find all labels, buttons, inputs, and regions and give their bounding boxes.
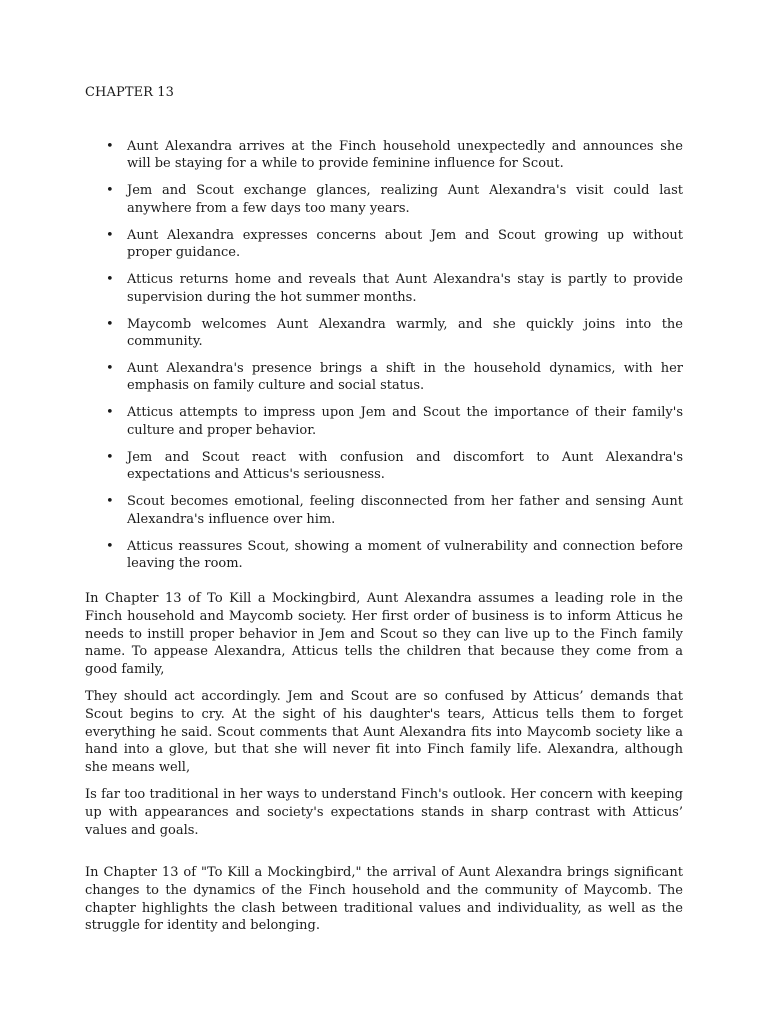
summary-item	[85, 404, 683, 439]
summary-item-text: Aunt Alexandra's presence brings a shift in the household dynamics, with her emphasis on family culture and social status.	[127, 361, 683, 394]
chapter-summary-list	[85, 138, 683, 582]
summary-item	[85, 316, 683, 351]
bullet-icon: •	[106, 538, 114, 554]
summary-item-text: Atticus reassures Scout, showing a moment of vulnerability and connection before leaving the room.	[127, 538, 683, 572]
summary-item	[85, 227, 683, 262]
analysis-paragraph: Is far too traditional in her ways to understand Finch's outlook. Her concern with keeping up with appearances and society's expectations stands in sharp contrast with Atticus’ values and goals.	[85, 786, 683, 838]
summary-item-text: Maycomb welcomes Aunt Alexandra warmly, and she quickly joins into the community.	[127, 316, 683, 350]
summary-item-text: Aunt Alexandra arrives at the Finch household unexpectedly and announces she will be staying for a while to provide feminine influence for Scout.	[127, 139, 683, 172]
analysis-paragraph: In Chapter 13 of To Kill a Mockingbird, Aunt Alexandra assumes a leading role in the Finch household and Maycomb society. Her first order of business is to inform Atticus he needs to instill proper behavior in Jem and Scout so they can live up to the Finch family name. To appease Alexandra, Atticus tells the children that because they come from a good family,	[85, 591, 683, 678]
bullet-icon: •	[106, 494, 114, 510]
summary-item	[85, 360, 683, 395]
bullet-icon: •	[106, 183, 114, 199]
summary-item-text: Aunt Alexandra expresses concerns about Jem and Scout growing up without proper guidance.	[127, 227, 683, 261]
summary-item	[85, 449, 683, 484]
summary-item-text: Atticus returns home and reveals that Aunt Alexandra's stay is partly to provide supervision during the hot summer months.	[127, 272, 683, 305]
closing-paragraph: In Chapter 13 of "To Kill a Mockingbird," the arrival of Aunt Alexandra brings significant changes to the dynamics of the Finch household and the community of Maycomb. The chapter highlights the clash between traditional values and individuality, as well as the struggle for identity and belonging.	[85, 865, 683, 934]
summary-item-text: Jem and Scout exchange glances, realizing Aunt Alexandra's visit could last anywhere from a few days too many years.	[127, 183, 683, 216]
summary-item	[85, 538, 683, 573]
summary-item-text: Scout becomes emotional, feeling disconnected from her father and sensing Aunt Alexandra's influence over him.	[127, 494, 683, 527]
summary-item	[85, 182, 683, 217]
summary-item	[85, 271, 683, 306]
bullet-icon: •	[106, 139, 114, 154]
closing-section	[85, 864, 683, 935]
analysis-section	[85, 590, 683, 848]
bullet-icon: •	[106, 449, 114, 465]
summary-item	[85, 138, 683, 173]
bullet-icon: •	[106, 272, 114, 288]
bullet-icon: •	[106, 227, 114, 243]
summary-item-text: Jem and Scout react with confusion and discomfort to Aunt Alexandra's expectations and Atticus's seriousness.	[127, 449, 683, 483]
summary-item	[85, 493, 683, 528]
summary-item-text: Atticus attempts to impress upon Jem and Scout the importance of their family's culture and proper behavior.	[127, 405, 683, 438]
chapter-heading: CHAPTER 13	[85, 85, 175, 100]
bullet-icon: •	[106, 405, 114, 421]
bullet-icon: •	[106, 316, 114, 332]
bullet-icon: •	[106, 361, 114, 377]
analysis-paragraph: They should act accordingly. Jem and Scout are so confused by Atticus’ demands that Scout begins to cry. At the sight of his daughter's tears, Atticus tells them to forget everything he said. Scout comments that Aunt Alexandra fits into Maycomb society like a hand into a glove, but that she will never fit into Finch family life. Alexandra, although she means well,	[85, 688, 683, 776]
